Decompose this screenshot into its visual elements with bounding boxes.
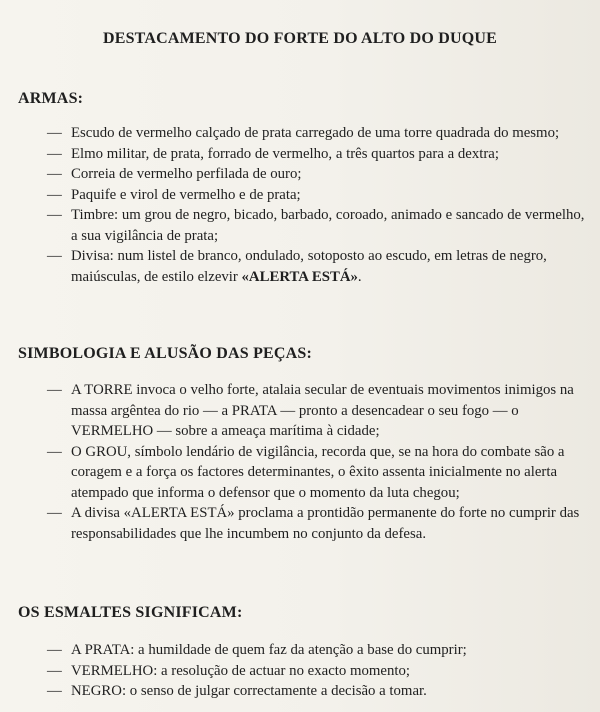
list-item: — NEGRO: o senso de julgar correctamente a decisão a tomar.	[47, 683, 427, 699]
section-heading-armas: ARMAS:	[18, 90, 84, 107]
list-item: — A divisa «ALERTA ESTÁ» proclama a prontidão permanente do forte no cumprir das responsabilidades que lhe incumbem no conjunto da defesa.	[47, 505, 580, 542]
document-title: DESTACAMENTO DO FORTE DO ALTO DO DUQUE	[102, 30, 498, 47]
list-item: — Escudo de vermelho calçado de prata carregado de uma torre quadrada do mesmo;	[47, 125, 560, 141]
list-item: — O GROU, símbolo lendário de vigilância, recorda que, se na hora do combate são a coragem e a força os factores determinantes, o êxito assenta inicialmente no alerta atempado que informa o defensor que o momento da luta chegou;	[47, 443, 565, 501]
simbologia-list	[47, 380, 586, 544]
section-heading-esmaltes: OS ESMALTES SIGNIFICAM:	[18, 604, 243, 621]
list-item: — Correia de vermelho perfilada de ouro;	[47, 166, 302, 182]
list-item: — Divisa: num listel de branco, ondulado, sotoposto ao escudo, em letras de negro, maiúsculas, de estilo elzevir «ALERTA ESTÁ».	[47, 248, 547, 285]
list-item: — Paquife e virol de vermelho e de prata;	[47, 186, 301, 203]
list-item: — VERMELHO: a resolução de actuar no exacto momento;	[47, 662, 410, 679]
section-heading-simbologia: SIMBOLOGIA E ALUSÃO DAS PEÇAS:	[18, 345, 313, 362]
list-item: — A PRATA: a humildade de quem faz da atenção a base do cumprir;	[47, 642, 467, 658]
armas-list	[47, 123, 586, 287]
motto-bold: «ALERTA ESTÁ»	[241, 268, 358, 285]
esmaltes-list	[47, 640, 586, 702]
list-item: — Timbre: um grou de negro, bicado, barbado, coroado, animado e sancado de vermelho, a sua vigilância de prata;	[47, 207, 585, 244]
list-item: — Elmo militar, de prata, forrado de vermelho, a três quartos para a dextra;	[47, 145, 499, 162]
list-item: — A TORRE invoca o velho forte, atalaia secular de eventuais movimentos inimigos na massa argêntea do rio — a PRATA — pronto a desencadear o seu fogo — o VERMELHO — sobre a ameaça marítima à cidade;	[47, 382, 574, 439]
